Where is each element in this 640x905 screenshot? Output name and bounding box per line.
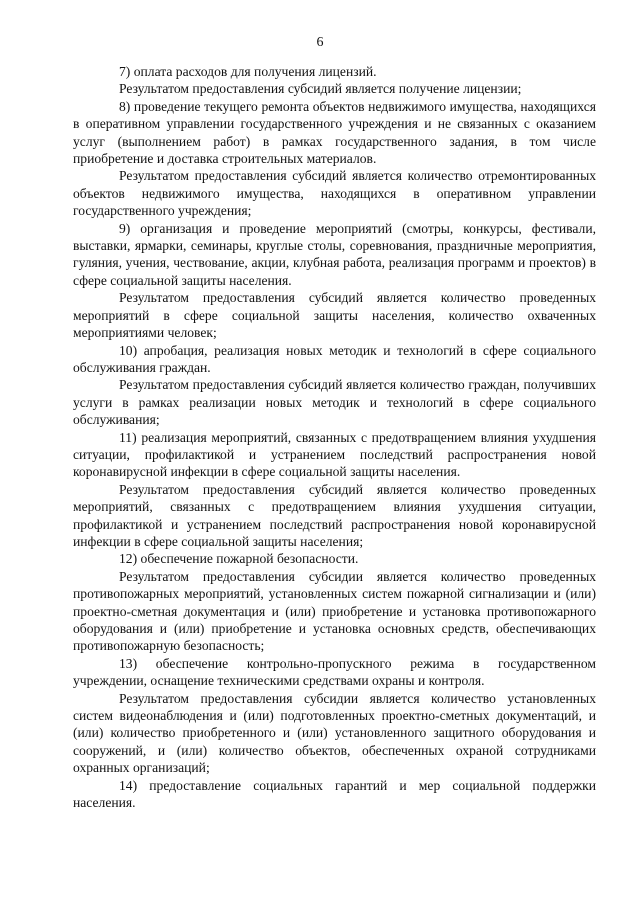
paragraph-10-item: 10) апробация, реализация новых методик и технологий в сфере социального обслуживания граждан. bbox=[73, 342, 596, 375]
paragraph-8-item: 8) проведение текущего ремонта объектов недвижимого имущества, находящихся в оперативном управлении государственного учреждения и не связанных с оказанием услуг (выполнением работ) в рамках государственного задания, в том числе приобретение и доставка строительных материалов. bbox=[73, 98, 596, 167]
paragraph-11-result: Результатом предоставления субсидий является количество проведенных мероприятий, связанных с предотвращением влияния ухудшения ситуации, профилактикой и устранением последствий распространения новой коронавирусной инфекции в сфере социальной защиты населения; bbox=[73, 481, 596, 549]
page-number: 6 bbox=[316, 35, 324, 50]
paragraph-8-result: Результатом предоставления субсидий является количество отремонтированных объектов недвижимого имущества, находящихся в оперативном управлении государственного учреждения; bbox=[73, 168, 596, 219]
paragraph-11-item: 11) реализация мероприятий, связанных с предотвращением влияния ухудшения ситуации, профилактикой и устранением последствий распространения новой коронавирусной инфекции в сфере социальной защиты населения. bbox=[73, 429, 596, 480]
paragraph-7-item: 7) оплата расходов для получения лицензий. bbox=[119, 64, 377, 79]
paragraph-13-item: 13) обеспечение контрольно-пропускного режима в государственном учреждении, оснащение техническими средствами охраны и контроля. bbox=[73, 655, 596, 689]
paragraph-14-item: 14) предоставление социальных гарантий и мер социальной поддержки населения. bbox=[73, 777, 596, 811]
paragraph-10-result: Результатом предоставления субсидий является количество граждан, получивших услуги в рамках реализации новых методик и технологий в сфере социального обслуживания; bbox=[73, 377, 596, 428]
paragraph-13-result: Результатом предоставления субсидии является количество установленных систем видеонаблюдения и (или) подготовленных проектно-сметных документаций, и (или) количество приобретенного и (или) установленного защитного оборудования и сооружений, и (или) количество объектов, обеспеченных охраной сотрудниками охранных организаций; bbox=[73, 690, 596, 776]
paragraph-7-result: Результатом предоставления субсидий является получение лицензии; bbox=[119, 81, 522, 97]
paragraph-9-result: Результатом предоставления субсидий является количество проведенных мероприятий в сфере социальной защиты населения, количество охваченных мероприятиями человек; bbox=[73, 290, 596, 341]
document-body bbox=[73, 63, 596, 811]
paragraph-12-item: 12) обеспечение пожарной безопасности. bbox=[119, 551, 359, 567]
paragraph-12-result: Результатом предоставления субсидии является количество проведенных противопожарных мероприятий, установленных систем пожарной сигнализации и (или) проектно-сметная документация и (или) приобретение и установка противопожарного оборудования и (или) приобретение и установка основных средств, обеспечивающих противопожарную безопасность; bbox=[73, 568, 596, 654]
paragraph-9-item: 9) организация и проведение мероприятий (смотры, конкурсы, фестивали, выставки, ярмарки, семинары, круглые столы, соревнования, праздничные мероприятия, гуляния, учения, чествование, акции, клубная работа, реализация программ и проектов) в сфере социальной защиты населения. bbox=[73, 220, 596, 288]
